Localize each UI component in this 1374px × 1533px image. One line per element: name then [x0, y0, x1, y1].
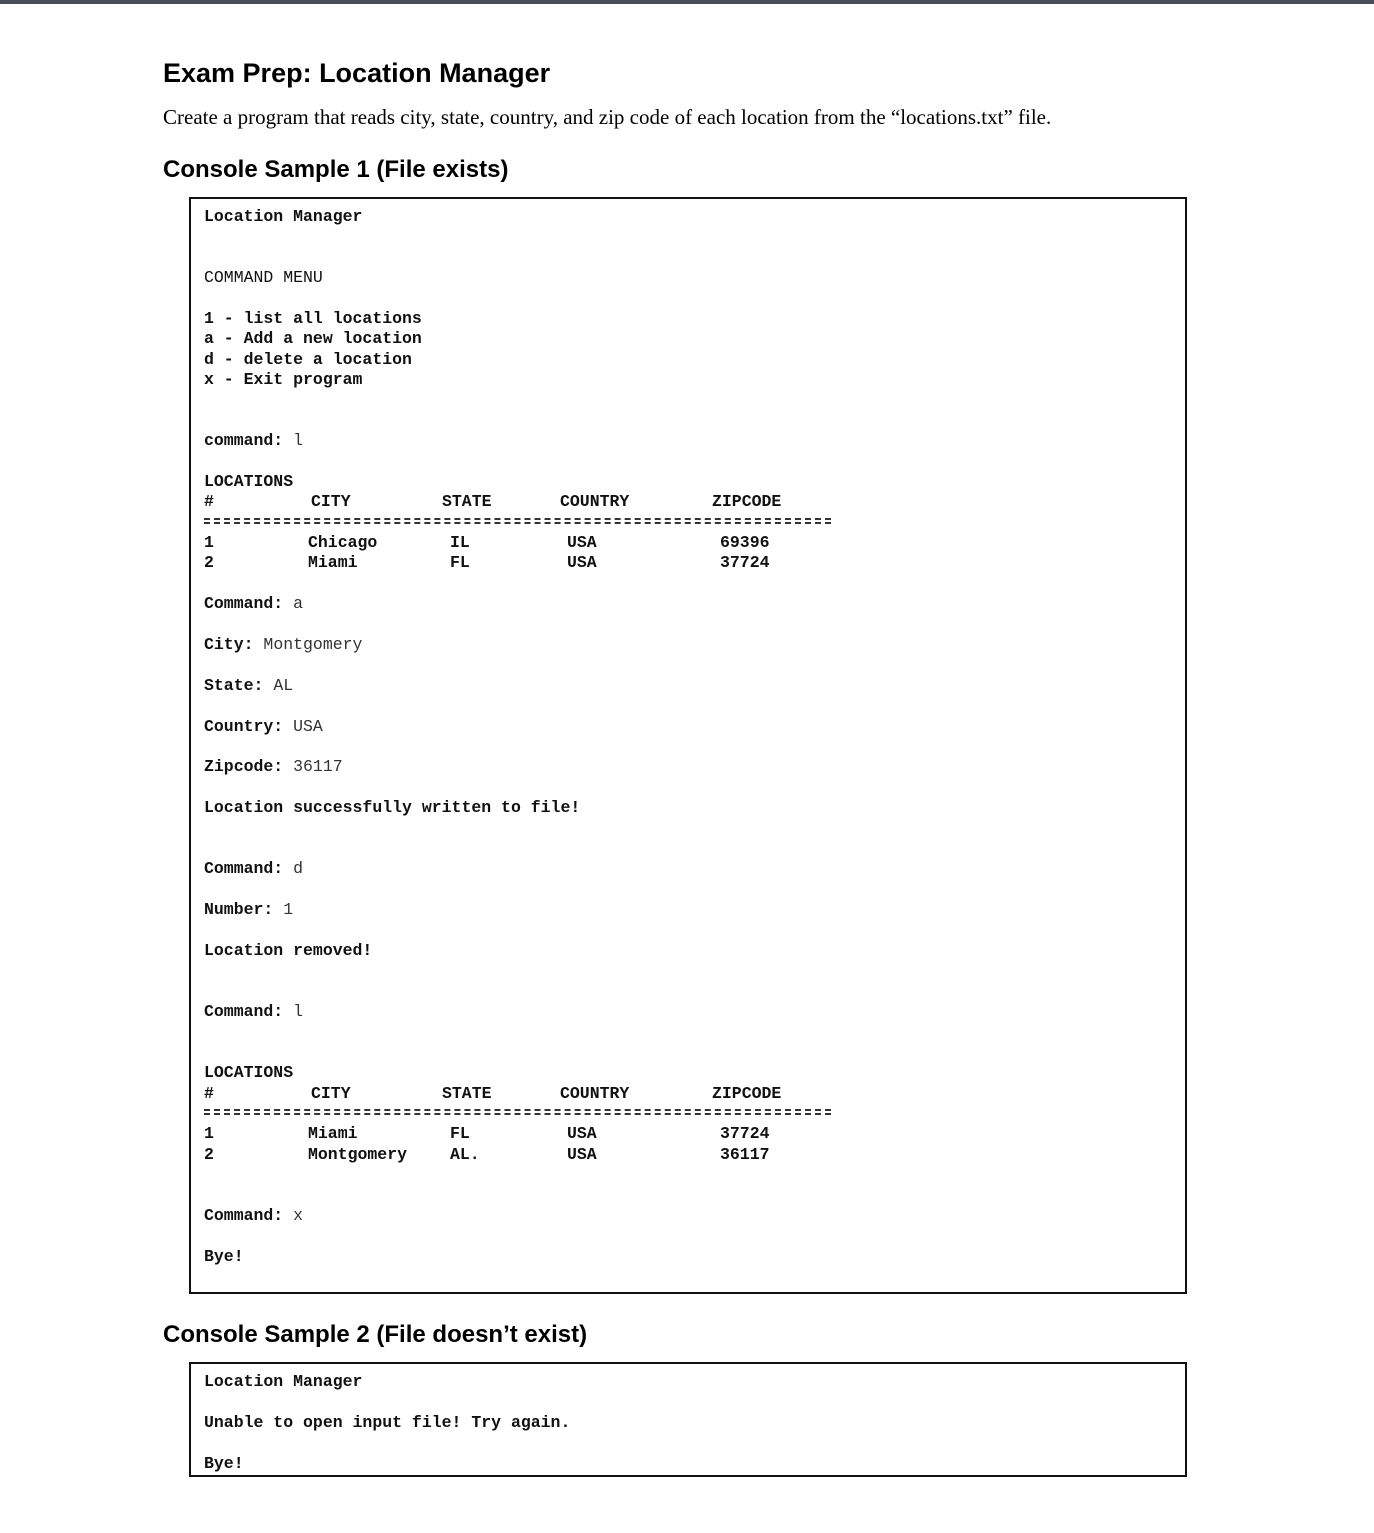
table-row-1-state: IL: [450, 533, 470, 552]
table-row-1-city: Miami: [308, 1124, 358, 1143]
command-prompt-1: [204, 431, 303, 451]
command-label: Command:: [204, 859, 284, 878]
app-title: Location Manager: [204, 1372, 363, 1391]
number-label: Number:: [204, 900, 274, 919]
col-header-country: COUNTRY: [560, 492, 630, 511]
menu-item-list: 1 - list all locations: [204, 309, 422, 328]
city-label: City:: [204, 635, 254, 654]
col-header-zip: ZIPCODE: [712, 492, 782, 511]
locations-title: LOCATIONS: [204, 472, 294, 491]
console-sample-1: [189, 197, 1187, 1294]
col-header-country: COUNTRY: [560, 1084, 630, 1103]
col-header-zip: ZIPCODE: [712, 1084, 782, 1103]
written-message: Location successfully written to file!: [204, 798, 581, 817]
menu-title: COMMAND MENU: [204, 268, 323, 287]
number-prompt: [204, 900, 293, 920]
command-value: a: [293, 594, 304, 613]
city-prompt: [204, 635, 362, 655]
table-row-2-city: Montgomery: [308, 1145, 408, 1164]
table-row-2-country: USA: [567, 553, 597, 572]
command-value: x: [293, 1206, 304, 1225]
country-value: USA: [293, 717, 323, 736]
command-value: d: [293, 859, 304, 878]
menu-item-exit: x - Exit program: [204, 370, 363, 389]
table-row-2-city: Miami: [308, 553, 358, 572]
state-prompt: [204, 676, 293, 696]
table-row-1-city: Chicago: [308, 533, 378, 552]
command-prompt-4: [204, 1002, 303, 1022]
table-row-2-num: 2: [204, 1145, 214, 1164]
table-row-1-num: 1: [204, 1124, 214, 1143]
table-row-1-country: USA: [567, 1124, 597, 1143]
table-separator: [204, 1109, 831, 1115]
table-row-1-state: FL: [450, 1124, 470, 1143]
table-row-2-zip: 36117: [720, 1145, 770, 1164]
zipcode-value: 36117: [293, 757, 343, 776]
command-value: l: [293, 1002, 304, 1021]
command-prompt-3: [204, 859, 303, 879]
bye-message: Bye!: [204, 1247, 244, 1266]
number-value: 1: [283, 900, 294, 919]
menu-item-add: a - Add a new location: [204, 329, 422, 348]
locations-title: LOCATIONS: [204, 1063, 294, 1082]
col-header-city: CITY: [311, 492, 351, 511]
removed-message: Location removed!: [204, 941, 373, 960]
command-label: command:: [204, 431, 284, 450]
table-row-2-state: FL: [450, 553, 470, 572]
bye-message: Bye!: [204, 1454, 244, 1473]
col-header-state: STATE: [442, 492, 492, 511]
table-row-1-country: USA: [567, 533, 597, 552]
error-message: Unable to open input file! Try again.: [204, 1413, 571, 1432]
table-row-2-country: USA: [567, 1145, 597, 1164]
col-header-num: #: [204, 492, 214, 511]
table-row-2-state: AL.: [450, 1145, 480, 1164]
table-row-2-num: 2: [204, 553, 214, 572]
zipcode-prompt: [204, 757, 343, 777]
sample2-heading: Console Sample 2 (File doesn’t exist): [163, 1321, 588, 1348]
app-title: Location Manager: [204, 207, 363, 226]
state-label: State:: [204, 676, 264, 695]
city-value: Montgomery: [263, 635, 363, 654]
country-label: Country:: [204, 717, 284, 736]
intro-text: Create a program that reads city, state, country, and zip code of each location from the “locations.txt” file.: [163, 105, 1052, 129]
sample1-heading: Console Sample 1 (File exists): [163, 156, 509, 183]
command-value: l: [293, 431, 304, 450]
table-row-1-zip: 37724: [720, 1124, 770, 1143]
col-header-state: STATE: [442, 1084, 492, 1103]
command-label: Command:: [204, 594, 284, 613]
col-header-city: CITY: [311, 1084, 351, 1103]
zipcode-label: Zipcode:: [204, 757, 284, 776]
table-row-1-num: 1: [204, 533, 214, 552]
country-prompt: [204, 717, 323, 737]
console-sample-2: [189, 1362, 1187, 1477]
command-label: Command:: [204, 1002, 284, 1021]
table-row-1-zip: 69396: [720, 533, 770, 552]
command-label: Command:: [204, 1206, 284, 1225]
command-prompt-2: [204, 594, 303, 614]
page-title: Exam Prep: Location Manager: [163, 58, 551, 88]
table-separator: [204, 518, 831, 524]
table-row-2-zip: 37724: [720, 553, 770, 572]
menu-item-delete: d - delete a location: [204, 350, 412, 369]
command-prompt-5: [204, 1206, 303, 1226]
col-header-num: #: [204, 1084, 214, 1103]
state-value: AL: [273, 676, 294, 695]
top-bar: [0, 0, 1374, 4]
